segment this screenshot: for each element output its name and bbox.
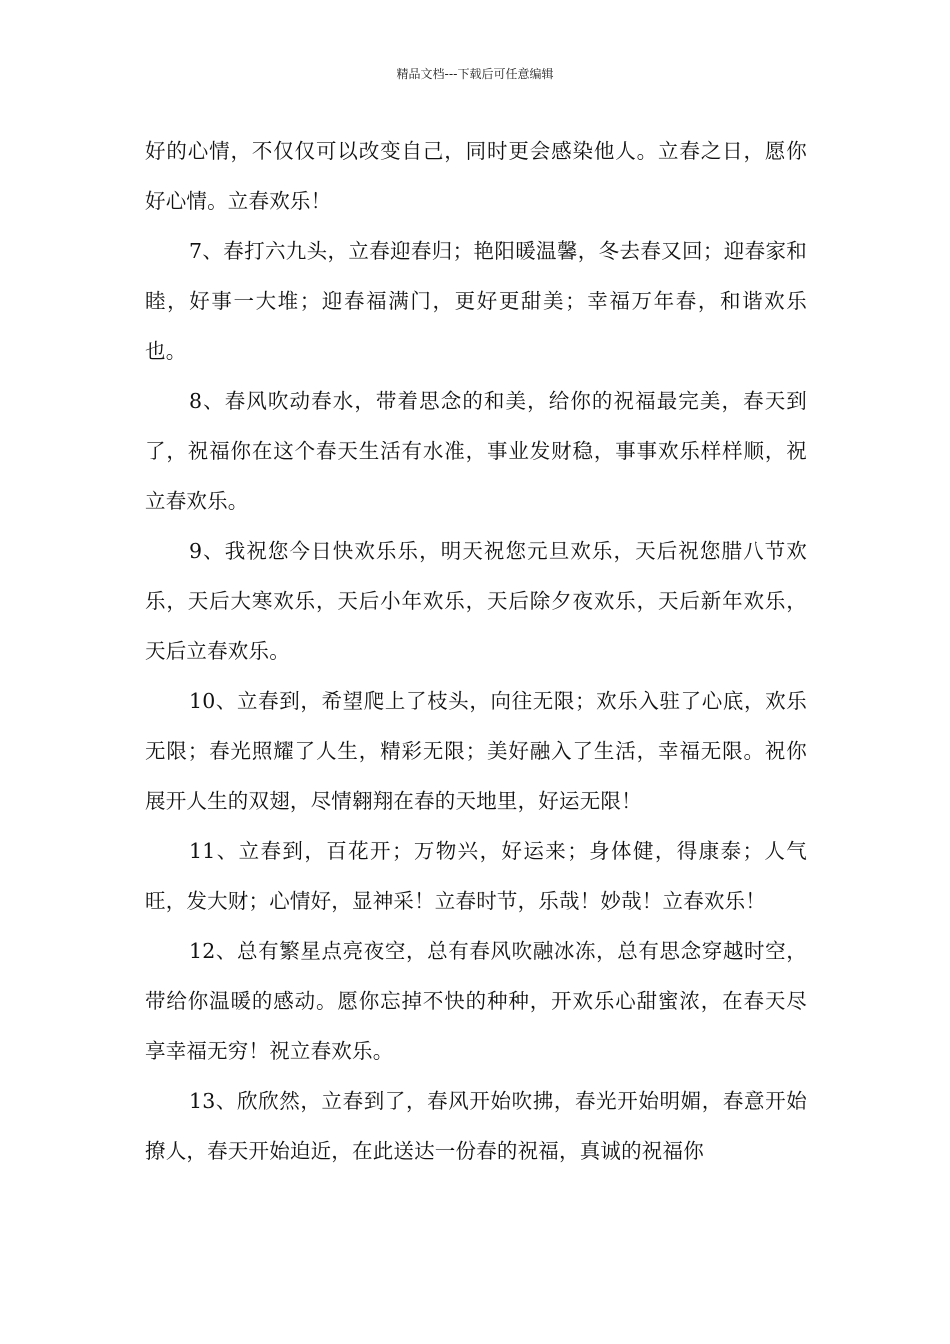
paragraph-11: 11、立春到，百花开；万物兴，好运来；身体健，得康泰；人气旺，发大财；心情好，显神采！立春时节，乐哉！妙哉！立春欢乐！	[145, 839, 807, 913]
document-body	[145, 126, 807, 1176]
paragraph-10: 10、立春到，希望爬上了枝头，向往无限；欢乐入驻了心底，欢乐无限；春光照耀了人生，精彩无限；美好融入了生活，幸福无限。祝你展开人生的双翅，尽情翱翔在春的天地里，好运无限！	[145, 689, 807, 813]
paragraph-9: 9、我祝您今日快欢乐乐，明天祝您元旦欢乐，天后祝您腊八节欢乐，天后大寒欢乐，天后小年欢乐，天后除夕夜欢乐，天后新年欢乐，天后立春欢乐。	[145, 539, 807, 663]
paragraph-8: 8、春风吹动春水，带着思念的和美，给你的祝福最完美，春天到了，祝福你在这个春天生活有水准，事业发财稳，事事欢乐样样顺，祝立春欢乐。	[145, 389, 807, 513]
paragraph-continued: 好的心情，不仅仅可以改变自己，同时更会感染他人。立春之日，愿你好心情。立春欢乐！	[145, 139, 807, 213]
paragraph-7: 7、春打六九头，立春迎春归；艳阳暖温馨，冬去春又回；迎春家和睦，好事一大堆；迎春福满门，更好更甜美；幸福万年春，和谐欢乐也。	[145, 239, 807, 363]
paragraph-12: 12、总有繁星点亮夜空，总有春风吹融冰冻，总有思念穿越时空，带给你温暖的感动。愿你忘掉不快的种种，开欢乐心甜蜜浓，在春天尽享幸福无穷！祝立春欢乐。	[145, 939, 807, 1063]
paragraph-13: 13、欣欣然，立春到了，春风开始吹拂，春光开始明媚，春意开始撩人，春天开始迫近，在此送达一份春的祝福，真诚的祝福你	[145, 1089, 807, 1163]
page-header: 精品文档---下载后可任意编辑	[396, 67, 554, 81]
